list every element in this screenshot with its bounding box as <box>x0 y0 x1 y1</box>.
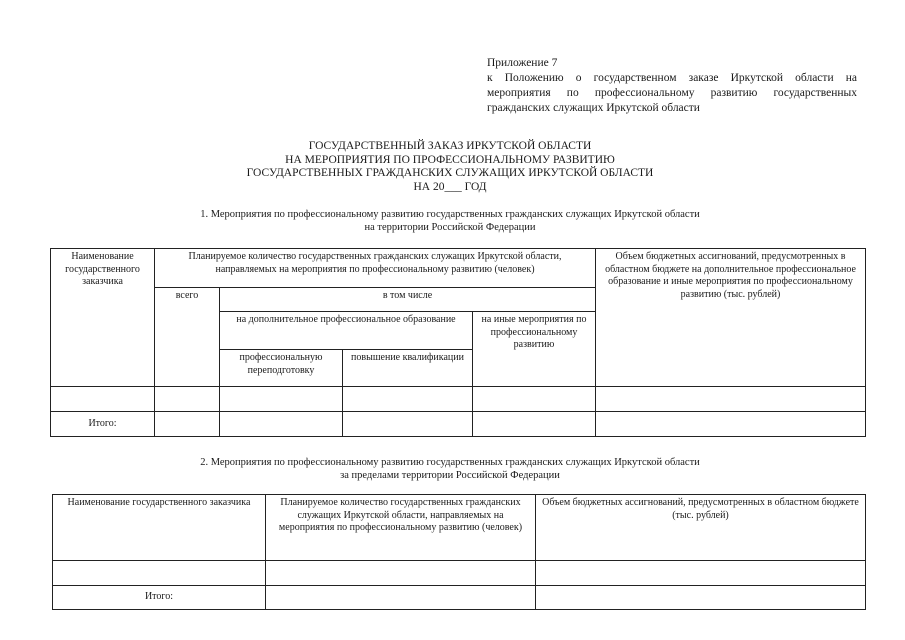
document-title <box>180 140 720 194</box>
total-row <box>53 586 866 610</box>
table-cell <box>155 387 220 412</box>
total-row-label: Итого: <box>51 412 155 437</box>
table-cell <box>596 412 866 437</box>
section-2-line-2: за пределами территории Российской Федерации <box>340 470 560 481</box>
section-1-table <box>50 248 866 437</box>
section-2-heading <box>120 456 780 482</box>
table-cell <box>53 561 266 586</box>
appendix-text: к Положению о государственном заказе Иркутской области на мероприятия по профессиональному развитию государственных гражданских служащих Иркутской области <box>487 72 857 114</box>
total-row <box>51 412 866 437</box>
header-customer: Наименование государственного заказчика <box>51 249 155 387</box>
header-planned-count: Планируемое количество государственных гражданских служащих Иркутской области, направляемых на мероприятия по профессиональному развитию (человек) <box>155 249 596 288</box>
section-2-table <box>52 494 866 610</box>
appendix-block <box>487 56 857 116</box>
table-cell <box>343 387 473 412</box>
table-cell <box>51 387 155 412</box>
table-cell <box>155 412 220 437</box>
title-line-3: ГОСУДАРСТВЕННЫХ ГРАЖДАНСКИХ СЛУЖАЩИХ ИРКУТСКОЙ ОБЛАСТИ <box>246 167 654 179</box>
table-cell <box>596 387 866 412</box>
header-qualification: повышение квалификации <box>343 350 473 387</box>
section-1-heading <box>120 208 780 234</box>
header-total: всего <box>155 288 220 387</box>
table-cell <box>473 412 596 437</box>
title-line-2: НА МЕРОПРИЯТИЯ ПО ПРОФЕССИОНАЛЬНОМУ РАЗВИТИЮ <box>285 153 615 166</box>
title-line-1: ГОСУДАРСТВЕННЫЙ ЗАКАЗ ИРКУТСКОЙ ОБЛАСТИ <box>308 140 592 152</box>
table-cell <box>536 561 866 586</box>
table-row <box>53 561 866 586</box>
section-2-line-1: 2. Мероприятия по профессиональному развитию государственных гражданских служащих Иркутской области <box>200 457 700 468</box>
title-line-4: НА 20___ ГОД <box>413 180 487 193</box>
table-cell <box>343 412 473 437</box>
header-retraining: профессиональную переподготовку <box>220 350 343 387</box>
table-cell <box>266 586 536 610</box>
section-1-line-2: на территории Российской Федерации <box>364 222 536 233</box>
section-1-line-1: 1. Мероприятия по профессиональному развитию государственных гражданских служащих Иркутской области <box>200 209 700 220</box>
header-budget: Объем бюджетных ассигнований, предусмотренных в областном бюджете (тыс. рублей) <box>536 495 866 561</box>
header-budget: Объем бюджетных ассигнований, предусмотренных в областном бюджете на дополнительное профессиональное образование и иные мероприятия по профессиональному развитию (тыс. рублей) <box>596 249 866 387</box>
header-customer: Наименование государственного заказчика <box>53 495 266 561</box>
header-including: в том числе <box>220 288 596 312</box>
header-additional-education: на дополнительное профессиональное образование <box>220 312 473 350</box>
table-cell <box>266 561 536 586</box>
table-cell <box>536 586 866 610</box>
header-planned-count: Планируемое количество государственных гражданских служащих Иркутской области, направляемых на мероприятия по профессиональному развитию (человек) <box>266 495 536 561</box>
table-cell <box>220 412 343 437</box>
appendix-number: Приложение 7 <box>487 57 558 69</box>
table-row <box>51 387 866 412</box>
table-cell <box>220 387 343 412</box>
total-row-label: Итого: <box>53 586 266 610</box>
table-cell <box>473 387 596 412</box>
header-other-events: на иные мероприятия по профессиональному развитию <box>473 312 596 387</box>
